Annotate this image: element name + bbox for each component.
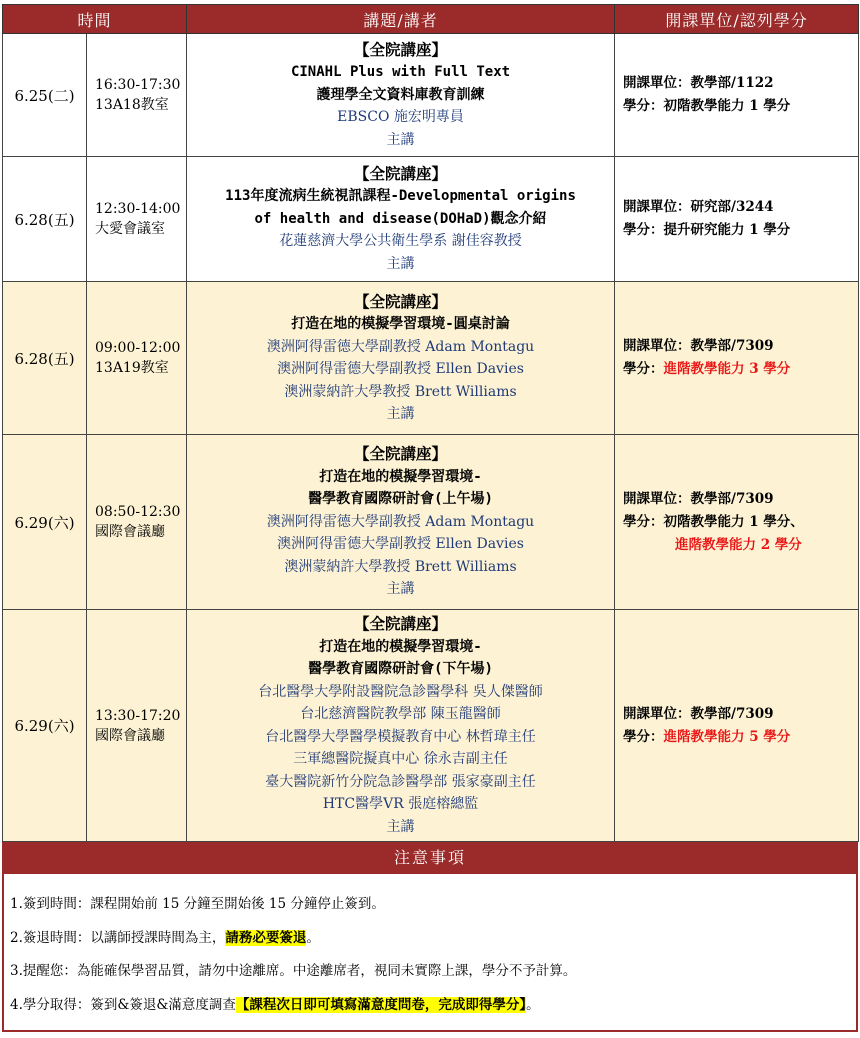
credit-cell <box>615 610 859 842</box>
table-row <box>3 157 859 282</box>
header-topic: 講題/講者 <box>187 5 615 34</box>
schedule-table <box>2 4 859 842</box>
notice-title: 注意事項 <box>4 842 856 874</box>
credit-label: 學分： <box>623 222 664 238</box>
time-range: 16:30-17:30 <box>95 77 181 93</box>
topic-title-line: 打造在地的模擬學習環境-圓桌討論 <box>291 316 510 332</box>
credit-value-advanced: 進階教學能力 2 學分 <box>675 536 802 553</box>
room-name: 大愛會議室 <box>95 221 165 237</box>
notice-item-2 <box>10 922 850 956</box>
room-name: 國際會議廳 <box>95 727 165 744</box>
course-unit: 開課單位：研究部/3244 <box>623 199 774 215</box>
header-time: 時間 <box>3 5 187 34</box>
room-name: 13A18教室 <box>95 97 169 113</box>
speaker-role: 主講 <box>386 406 415 422</box>
credit-label: 學分： <box>623 98 664 114</box>
credit-value: 初階教學能力 1 學分、 <box>663 513 804 530</box>
credit-line <box>623 358 858 381</box>
speaker-role: 主講 <box>386 255 415 272</box>
credit-line <box>623 219 858 242</box>
notice-item-4-end: 。 <box>526 996 540 1013</box>
speaker-line: 澳洲阿得雷德大學副教授 Adam Montagu <box>266 513 535 530</box>
schedule-container <box>2 4 858 1032</box>
date-cell: 6.28(五) <box>3 282 87 435</box>
topic-cell <box>187 282 615 435</box>
table-row <box>3 435 859 610</box>
table-row <box>3 34 859 157</box>
speaker-line: 台北慈濟醫院教學部 陳玉龍醫師 <box>300 706 501 722</box>
time-cell <box>87 435 187 610</box>
lecture-tag: 【全院講座】 <box>354 444 448 464</box>
credit-cell <box>615 435 859 610</box>
notice-item-3: 3.提醒您：為能確保學習品質，請勿中途離席。中途離席者，視同未實際上課，學分不予計算。 <box>10 963 577 979</box>
topic-title-line: CINAHL Plus with Full Text <box>290 64 511 81</box>
notice-item-4 <box>10 989 850 1023</box>
topic-title-line: 打造在地的模擬學習環境- <box>319 638 482 655</box>
speaker-line: 花蓮慈濟大學公共衛生學系 謝佳容教授 <box>279 233 522 250</box>
date-cell: 6.28(五) <box>3 157 87 282</box>
topic-title-line: of health and disease(DOHaD)觀念介紹 <box>254 210 547 227</box>
lecture-tag: 【全院講座】 <box>354 163 448 183</box>
speaker-role: 主講 <box>386 818 415 835</box>
table-row <box>3 282 859 435</box>
speaker-line: HTC醫學VR 張庭榕總監 <box>322 796 479 812</box>
topic-cell <box>187 610 615 842</box>
room-name: 國際會議廳 <box>95 524 165 540</box>
time-range: 12:30-14:00 <box>95 201 181 217</box>
notice-item-2-text: 2.簽退時間：以講師授課時間為主， <box>10 929 226 946</box>
speaker-line: 台北醫學大學醫學模擬教育中心 林哲瑋主任 <box>265 728 536 745</box>
credit-value-advanced: 進階教學能力 3 學分 <box>663 361 791 377</box>
credit-label: 學分： <box>623 361 664 377</box>
time-cell <box>87 610 187 842</box>
credit-value-advanced: 進階教學能力 5 學分 <box>663 728 791 745</box>
credit-value: 提升研究能力 1 學分 <box>663 222 791 238</box>
credit-cell <box>615 157 859 282</box>
topic-cell <box>187 157 615 282</box>
date-cell: 6.29(六) <box>3 610 87 842</box>
speaker-line: 三軍總醫院擬真中心 徐永吉副主任 <box>293 751 508 767</box>
speaker-role: 主講 <box>386 581 415 598</box>
speaker-line: 澳洲阿得雷德大學副教授 Adam Montagu <box>266 338 535 355</box>
date-cell: 6.29(六) <box>3 435 87 610</box>
course-unit: 開課單位：教學部/1122 <box>623 75 774 91</box>
notice-item-2-end: 。 <box>306 929 320 946</box>
topic-cell <box>187 435 615 610</box>
time-range: 13:30-17:20 <box>95 707 181 724</box>
notice-item-4-highlight: 【課程次日即可填寫滿意度問卷，完成即得學分】 <box>235 996 527 1013</box>
topic-title-line: 護理學全文資料庫教育訓練 <box>316 86 485 103</box>
lecture-tag: 【全院講座】 <box>354 614 448 633</box>
lecture-tag: 【全院講座】 <box>354 291 448 311</box>
topic-title-line: 醫學教育國際研討會(下午場) <box>308 661 493 677</box>
credit-label: 學分： <box>623 728 664 745</box>
credit-cell <box>615 282 859 435</box>
speaker-role: 主講 <box>386 131 415 148</box>
notice-body <box>4 874 856 1030</box>
topic-cell <box>187 34 615 157</box>
date-cell: 6.25(二) <box>3 34 87 157</box>
speaker-line: 臺大醫院新竹分院急診醫學部 張家豪副主任 <box>265 773 536 790</box>
time-cell <box>87 34 187 157</box>
notice-section <box>2 842 858 1032</box>
credit-line <box>623 95 858 118</box>
course-unit: 開課單位：教學部/7309 <box>623 338 774 354</box>
credit-line <box>623 726 858 749</box>
topic-title-line: 打造在地的模擬學習環境- <box>319 468 482 485</box>
credit-label: 學分： <box>623 513 664 530</box>
credit-value: 初階教學能力 1 學分 <box>663 98 791 114</box>
header-credit: 開課單位/認列學分 <box>615 5 859 34</box>
credit-cell <box>615 34 859 157</box>
room-name: 13A19教室 <box>95 360 169 376</box>
speaker-line: EBSCO 施宏明專員 <box>337 109 464 126</box>
speaker-line: 澳洲阿得雷德大學副教授 Ellen Davies <box>277 361 524 377</box>
notice-item-1: 1.簽到時間：課程開始前 15 分鐘至開始後 15 分鐘停止簽到。 <box>10 896 385 912</box>
credit-line <box>623 511 858 534</box>
speaker-line: 澳洲蒙納許大學教授 Brett Williams <box>284 558 517 575</box>
notice-item-2-highlight: 請務必要簽退 <box>225 929 307 946</box>
notice-item-4-text: 4.學分取得：簽到&簽退&滿意度調查 <box>10 996 236 1013</box>
topic-title-line: 113年度流病生統視訊課程-Developmental origins <box>225 188 576 205</box>
speaker-line: 澳洲蒙納許大學教授 Brett Williams <box>284 383 517 400</box>
time-range: 08:50-12:30 <box>95 504 181 520</box>
time-cell <box>87 157 187 282</box>
speaker-line: 台北醫學大學附設醫院急診醫學科 吳人傑醫師 <box>258 683 543 700</box>
course-unit: 開課單位：教學部/7309 <box>623 490 774 507</box>
time-range: 09:00-12:00 <box>95 340 181 356</box>
header-row <box>3 5 859 34</box>
lecture-tag: 【全院講座】 <box>354 39 448 59</box>
speaker-line: 澳洲阿得雷德大學副教授 Ellen Davies <box>277 536 524 553</box>
topic-title-line: 醫學教育國際研討會(上午場) <box>308 491 493 508</box>
table-row <box>3 610 859 842</box>
time-cell <box>87 282 187 435</box>
course-unit: 開課單位：教學部/7309 <box>623 705 774 722</box>
